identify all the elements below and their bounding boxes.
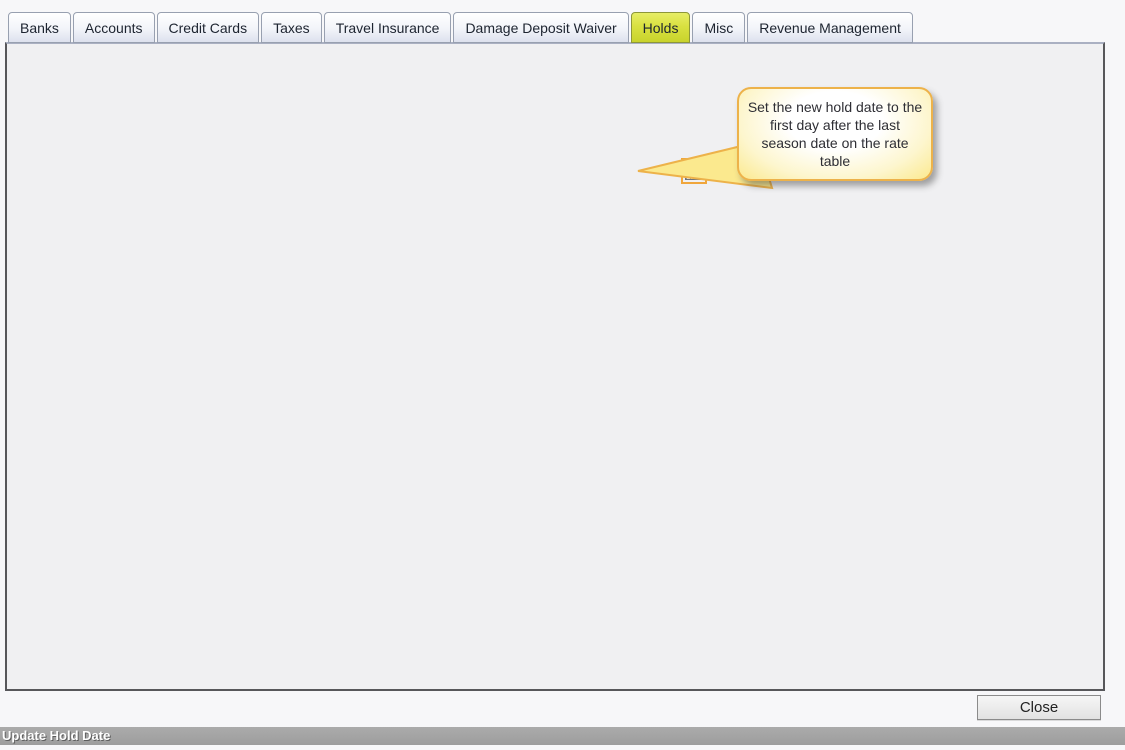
holds-tab-panel — [5, 42, 1105, 691]
callout-bubble — [737, 87, 933, 181]
tab-credit-cards[interactable]: Credit Cards — [157, 12, 260, 43]
tab-misc[interactable]: Misc — [692, 12, 745, 43]
tab-strip — [8, 12, 913, 43]
tab-damage-deposit-waiver[interactable]: Damage Deposit Waiver — [453, 12, 628, 43]
tab-accounts[interactable]: Accounts — [73, 12, 155, 43]
tab-holds[interactable]: Holds — [631, 12, 691, 43]
callout-text: Set the new hold date to the first day after the last season date on the rate table — [747, 99, 923, 169]
tab-travel-insurance[interactable]: Travel Insurance — [324, 12, 452, 43]
tab-taxes[interactable]: Taxes — [261, 12, 322, 43]
status-text: Update Hold Date — [2, 728, 111, 743]
tab-revenue-management[interactable]: Revenue Management — [747, 12, 913, 43]
tab-banks[interactable]: Banks — [8, 12, 71, 43]
status-bar — [0, 727, 1125, 745]
close-button[interactable]: Close — [977, 695, 1101, 720]
